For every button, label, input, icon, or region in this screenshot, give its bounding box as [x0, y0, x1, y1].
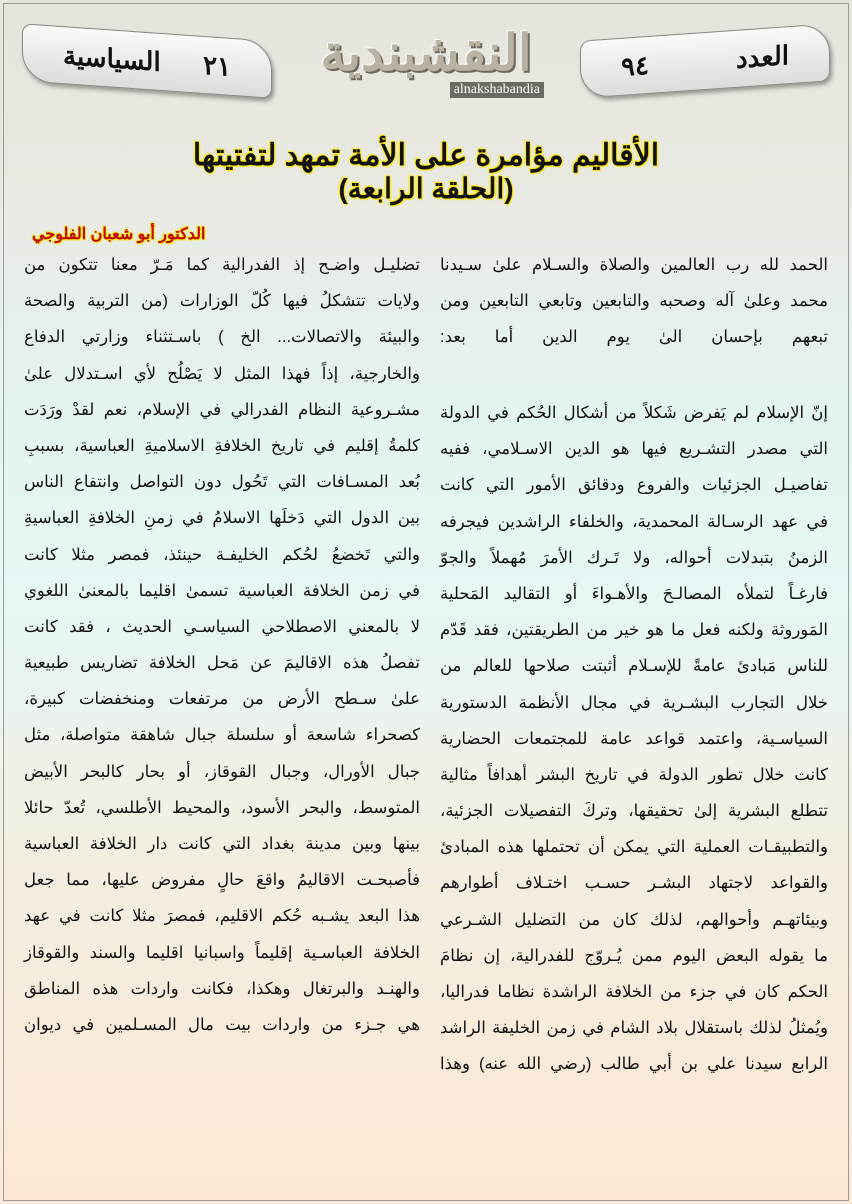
logo-arabic: النقشبندية: [320, 25, 532, 81]
text-line: بينها وبين مدينة بغداد التي كانت دار الخلافة العباسية: [24, 835, 420, 853]
text-line: والهنـد والبرتغال وهكذا، فكانت واردات هذه المناطق: [24, 979, 420, 998]
article-title: الأقاليم مؤامرة على الأمة تمهد لتفتيتها: [192, 139, 660, 172]
text-line: والتطبيقـات العملية التي يمكن أن تحتملها هذه المبادئ: [440, 838, 828, 857]
text-line: الحكم كان في جزء من الخلافة الراشدة نظاما فدراليا،: [440, 983, 828, 1001]
text-line: ولايات تتشكلُ فيها كُلّ الوزارات (من التربية والصحة: [24, 292, 420, 311]
section-name: السياسية: [63, 39, 161, 77]
text-line: للناس مَبادئ عامةً للإسـلام أثبتت صلاحها للعالم من: [440, 657, 828, 676]
article-author: الدكتور أبو شعبان الفلوجي: [32, 226, 206, 243]
text-line: فارغـاً لتملأه المصالـحَ والأهـواءَ أو التقاليد المَحلية: [440, 584, 828, 603]
paragraph-intro: [440, 247, 828, 356]
text-line: مشـروعية النظام الفدرالي في الإسلام، نعم لقدْ ورَدَت: [24, 400, 420, 419]
text-line: كانت خلال تطور الدولة في تاريخ البشر أهدافاً مثالية: [440, 765, 828, 784]
text-line: لا بالمعني الاصطلاحي السياسـي الحديث ، فقد كانت: [24, 617, 420, 636]
text-line: بين الدول التي دَخلَها الاسلامُ في زمنِ الخلافةِ العباسيةِ: [24, 509, 420, 528]
text-line: والخارجية، إذاً فهذا المثل لا يَصْلُح لأي اسـتدلال علىٰ: [24, 364, 420, 383]
text-line: محمد وعلىٰ آله وصحبه والتابعين وتابعي التابعين ومن: [440, 292, 828, 311]
text-line: في عهد الرسـالة المحمدية، والخلفاء الراشدين فيجرفه: [440, 512, 828, 531]
text-line: المتوسط، والبحر الأسود، والمحيط الأطلسي، تُعدّ حائلا: [24, 798, 420, 817]
paragraph-body: [440, 395, 828, 1083]
text-line: بُعد المسـافات التي تَحُول دون التواصل وانتفاع الناس: [24, 473, 420, 492]
text-line: خلال التجارب البشـرية في مجال الأنظمة الدستورية: [440, 693, 828, 712]
text-line: كلمةُ إقليم في تاريخ الخلافةِ الاسلاميةِ العباسية، بسببِ: [24, 436, 420, 455]
text-line: والبيئة والاتصالات... الخ ) باسـتثناء وزارتي الدفاع: [24, 328, 420, 347]
text-line: وبيئاتهـم وأحوالهم، لذلك كان من التضليل الشـرعي: [440, 910, 828, 929]
text-line: فأصبحـت الاقاليمُ واقعَ حالٍ مفروض عليها، مما جعل: [24, 871, 420, 890]
text-line: التي مصدر التشـريع فيها هو الدين الاسـلامي، ففيه: [440, 440, 828, 459]
text-line: تبعهم بإحسان الىٰ يوم الدين أما بعد:: [440, 328, 828, 347]
text-line: هي جـزء من واردات بيت مال المسـلمين في ديوان: [24, 1015, 420, 1034]
text-line: تفصلُ هذه الاقاليمَ عن مَحل الخلافة تضاريس طبيعية: [24, 654, 420, 673]
page-number: ٢١: [203, 49, 231, 82]
text-line: الخلافة العباسـية إقليماً واسبانيا اقليما والسند والقوقاز: [24, 943, 420, 962]
text-line: في زمن الخلافة العباسية تسمىٰ اقليما بالمعنىٰ اللغوي: [24, 581, 420, 600]
text-line: السياسـية، واعتمد قواعد عامة للمجتمعات الحضارية: [440, 729, 828, 748]
text-line: تضليـل واضـح إذ الفدرالية كما مَـرّ معنا تتكون من: [24, 256, 420, 274]
masthead-logo: [308, 22, 544, 96]
text-line: والتي تَخضعُ لحُكم الخليفـة حينئذ، فمصر مثلا كانت: [24, 545, 420, 564]
text-line: هذا البعد يشـبه حُكم الاقليم، فمصرَ مثلا كانت في عهد: [24, 907, 420, 926]
text-line: تفاصيـل الجزئيات والفروع ودقائق الأمور التي كانت: [440, 476, 828, 495]
left-column: [24, 247, 420, 1043]
text-line: ما يقوله البعض اليوم ممن يُـروّج للفدرالية، إن نظامَ: [440, 946, 828, 965]
text-line: ويُمثلُ لذلك باستقلال بلاد الشام في زمن الخليفة الراشد: [440, 1019, 828, 1038]
issue-label: العدد: [736, 39, 789, 74]
text-line: والقواعد لاجتهاد البشـر حسـب اختـلاف أطوارهم: [440, 874, 828, 893]
text-line: الحمد لله رب العالمين والصلاة والسـلام علىٰ سـيدنا: [440, 256, 828, 274]
text-line: كصحراء شاسعة أو سلسلة جبال شاهقة متواصلة، مثل: [24, 726, 420, 745]
text-line: الزمنُ بتبدلات أحواله، ولا تَـرك الأمرَ مُهملاً والجوّ: [440, 548, 828, 567]
logo-latin: alnakshabandia: [450, 82, 544, 98]
text-line: المَوروثة ولكنه فعل ما هو خير من الطريقتين، فقد قَدّم: [440, 621, 828, 640]
text-line: جبال الأورال، وجبال القوقاز، أو بحار كالبحر الأبيض: [24, 762, 420, 781]
text-line: علىٰ سـطح الأرض من مرتفعات ومنخفضات كبيرة،: [24, 690, 420, 709]
issue-number: ٩٤: [621, 49, 649, 82]
text-line: تتطلع البشرية إلىٰ تحقيقها، وتركَ التفصيلات الجزئية،: [440, 802, 828, 821]
article-subtitle: (الحلقة الرابعة): [338, 173, 514, 204]
text-line: الرابع سيدنا علي بن أبي طالب (رضي الله عنه) وهذا: [440, 1055, 828, 1074]
text-line: إنّ الإسلام لم يَفرض شَكلاً من أشكال الحُكم في الدولة: [440, 404, 828, 422]
